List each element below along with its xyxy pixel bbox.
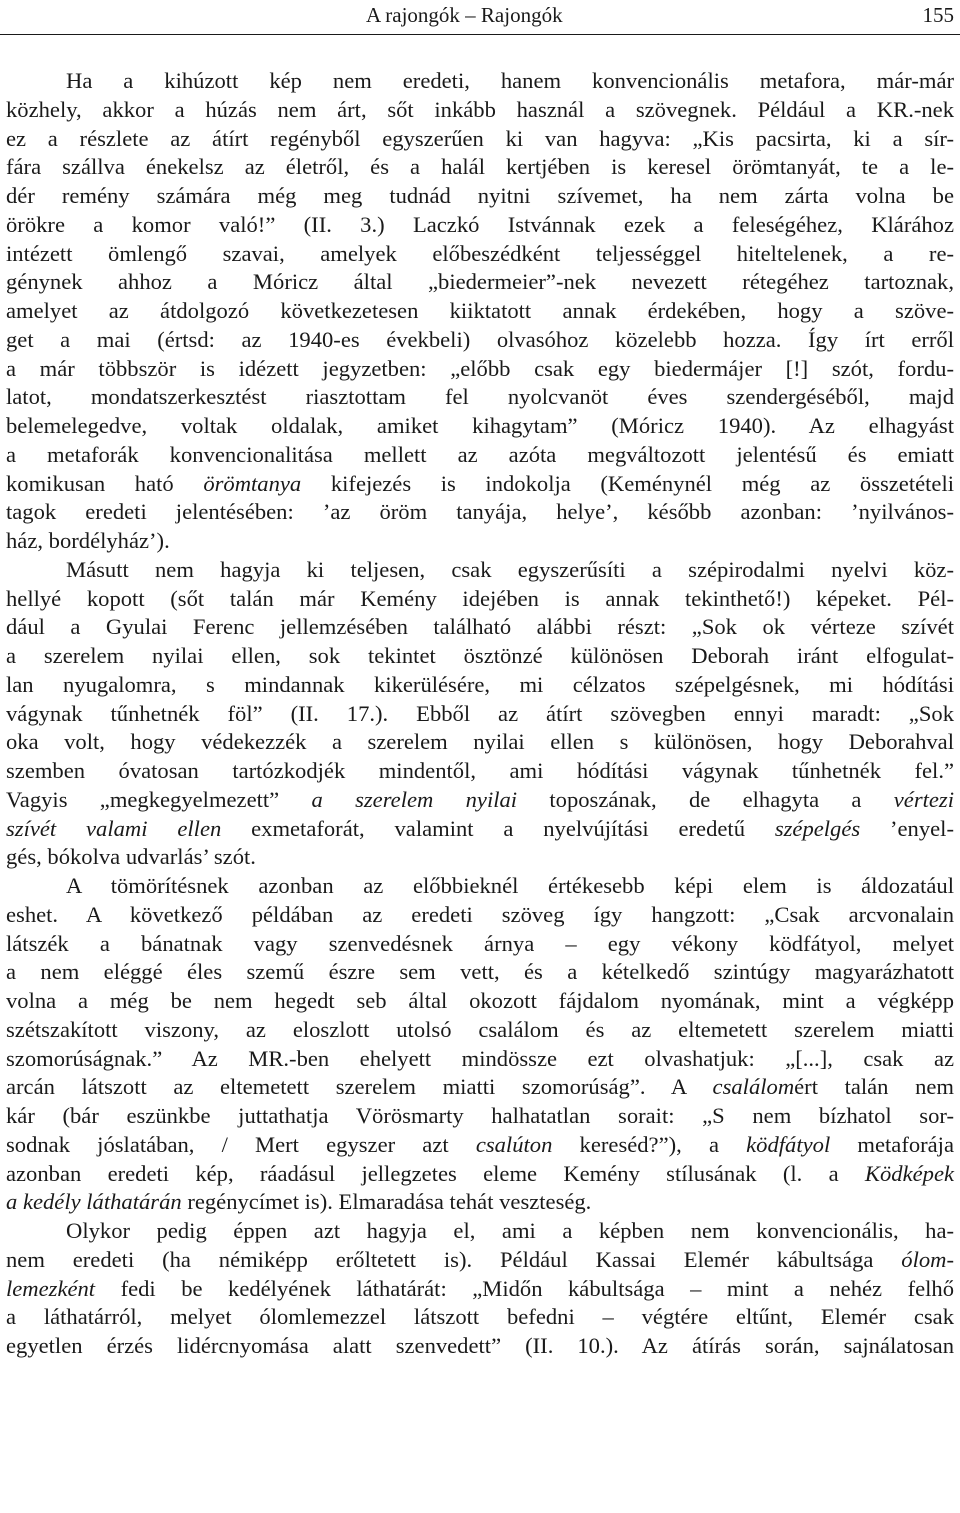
text-segment: örökre a komor való!” (II. 3.) Laczkó Istvánnak ezek a feleségéhez, Klárához: [6, 211, 954, 237]
text-segment: a nem eléggé éles szemű észre sem vett, és a kételkedő szintúgy magyarázhatott: [6, 959, 954, 985]
text-segment: latot, mondatszerkesztést riasztottam fel nyolcvanöt éves szendergéséből, majd: [6, 384, 954, 410]
text-line: [6, 1275, 954, 1304]
text-line: [6, 326, 954, 355]
text-segment: látszék a bánatnak vagy szenvedésnek árnya – egy vékony ködfátyol, melyet: [6, 930, 954, 956]
text-line: [6, 67, 954, 96]
text-line: [6, 1073, 954, 1102]
text-line: [6, 1217, 954, 1246]
text-segment: Vagyis „megkegyelmezett”: [6, 786, 312, 812]
italic-segment: lemezként: [6, 1275, 96, 1301]
text-line: [6, 182, 954, 211]
italic-segment: Ködképek: [864, 1160, 954, 1186]
text-segment: A tömörítésnek azonban az előbbieknél értékesebb képi elem is áldozatául: [66, 873, 954, 898]
text-segment: ez a részlete az átírt regényből egyszerűen ki van hagyva: „Kis pacsirta, ki a sír-: [6, 125, 954, 151]
text-segment: azonban eredeti kép, ráadásul jellegzetes eleme Kemény stílusának (l. a: [6, 1160, 865, 1186]
italic-segment: ólom-: [901, 1246, 954, 1272]
text-line: [6, 268, 954, 297]
text-line: [6, 125, 954, 154]
text-segment: kereséd?”), a: [552, 1131, 747, 1157]
text-line: [6, 297, 954, 326]
text-line: [6, 613, 954, 642]
body-text: [6, 67, 954, 1361]
text-segment: volna a még be nem hegedt seb által okozott fájdalom nyomának, mint a végképp: [6, 988, 954, 1013]
text-segment: egyetlen érzés lidércnyomása alatt szenvedett” (II. 10.). Az átírás során, sajnálatosan: [6, 1333, 954, 1358]
text-segment: a láthatárról, melyet ólomlemezzel látszott befedni – végtére eltűnt, Elemér csak: [6, 1304, 954, 1330]
text-line: [6, 930, 954, 959]
page-header: [0, 0, 960, 30]
text-line: [6, 958, 954, 987]
italic-segment: szívét valami ellen: [6, 815, 222, 841]
text-line: [6, 843, 954, 872]
text-segment: ház, bordélyház’).: [6, 528, 170, 553]
text-line: [6, 1045, 954, 1074]
text-segment: ért talán nem: [794, 1074, 954, 1100]
text-segment: oka volt, hogy védekezzék a szerelem nyilai ellen s különösen, hogy Deborahval: [6, 729, 954, 755]
italic-segment: a szerelem nyilai: [311, 786, 518, 812]
text-line: [6, 671, 954, 700]
text-segment: kár (bár eszünkbe juttathatja Vörösmarty halhatatlan sorait: „S nem bízhatol sor-: [6, 1103, 954, 1128]
italic-segment: örömtanya: [203, 470, 302, 496]
text-line: [6, 987, 954, 1016]
text-segment: vágynak tűnhetnék föl” (II. 17.). Ebből az átírt szövegben ennyi maradt: „Sok: [6, 700, 954, 726]
text-segment: dér remény számára még meg tudnád nyitni szívemet, ha nem zárta volna be: [6, 183, 954, 208]
italic-segment: csalúton: [475, 1131, 553, 1157]
page-number: 155: [922, 3, 954, 27]
text-segment: Olykor pedig éppen azt hagyja el, ami a képben nem konvencionális, ha-: [66, 1218, 954, 1243]
text-line: [6, 585, 954, 614]
text-segment: hellyé kopott (sőt talán már Kemény idejében is annak tekinthető!) képeket. Pél-: [6, 585, 954, 611]
text-segment: exmetaforát, valamint a nyelvújítási eredetű: [221, 815, 775, 841]
text-segment: lan nyugalomra, s mindannak kikerülésére, mi célzatos szépelgésnek, mi hódítási: [6, 671, 954, 697]
text-line: [6, 1160, 954, 1189]
text-line: [6, 498, 954, 527]
text-line: [6, 1332, 954, 1361]
text-segment: sodnak jóslatában, / Mert egyszer azt: [6, 1131, 476, 1157]
text-segment: Ha a kihúzott kép nem eredeti, hanem konvencionális metafora, már-már: [66, 68, 954, 93]
text-segment: kifejezés is indokolja (Keménynél még az összetételi: [301, 470, 954, 496]
text-line: [6, 1246, 954, 1275]
text-line: [6, 96, 954, 125]
text-line: [6, 815, 954, 844]
text-line: [6, 1188, 954, 1217]
text-segment: fára szállva énekelsz az életről, és a halál kertjében is keresel örömtanyát, te a le-: [6, 154, 954, 180]
text-segment: szomorúságnak.” Az MR.-ben ehelyett mindössze ezt olvashatjuk: „[...], csak az: [6, 1045, 954, 1071]
text-line: [6, 153, 954, 182]
running-head: A rajongók – Rajongók: [366, 3, 563, 27]
text-line: [6, 1016, 954, 1045]
text-segment: belemelegedve, voltak oldalak, amiket kihagytam” (Móricz 1940). Az elhagyást: [6, 413, 954, 438]
text-line: [6, 728, 954, 757]
text-segment: tagok eredeti jelentésében: ’az öröm tanyája, helye’, később azonban: ’nyilvános-: [6, 499, 954, 525]
italic-segment: a kedély láthatárán: [6, 1189, 182, 1215]
text-line: [6, 355, 954, 384]
text-segment: szétszakított viszony, az eloszlott utolsó csalálom és az eltemetett szerelem miatti: [6, 1016, 954, 1042]
header-rule: [0, 34, 960, 35]
text-line: [6, 470, 954, 499]
text-line: [6, 700, 954, 729]
text-line: [6, 240, 954, 269]
text-line: [6, 786, 954, 815]
text-line: [6, 872, 954, 901]
text-line: [6, 642, 954, 671]
text-segment: a szerelem nyilai ellen, sok tekintet ösztönzé különösen Deborah iránt elfogulat-: [6, 643, 954, 668]
text-line: [6, 1102, 954, 1131]
italic-segment: szépelgés: [774, 815, 861, 841]
text-line: [6, 412, 954, 441]
text-segment: a már többször is idézett jegyzetben: „előbb csak egy biedermájer [!] szót, fordu-: [6, 355, 954, 381]
text-line: [6, 757, 954, 786]
text-segment: közhely, akkor a húzás nem árt, sőt inkább használ a szövegnek. Például a KR.-nek: [6, 96, 954, 122]
text-segment: dául a Gyulai Ferenc jellemzésében található alábbi részt: „Sok ok vérteze szívét: [6, 614, 954, 640]
text-segment: Másutt nem hagyja ki teljesen, csak egyszerűsíti a szépirodalmi nyelvi köz-: [66, 556, 954, 582]
text-segment: szemben óvatosan tartózkodjék mindentől, ami hódítási vágynak tűnhetnék fel.”: [6, 758, 954, 783]
text-line: [6, 441, 954, 470]
text-segment: a metaforák konvencionalitása mellett az azóta megváltozott jelentésű és emiatt: [6, 441, 954, 467]
text-line: [6, 556, 954, 585]
text-segment: eshet. A következő példában az eredeti szöveg így hangzott: „Csak arcvonalain: [6, 901, 954, 927]
text-segment: fedi be kedélyének láthatárát: „Midőn kábultsága – mint a nehéz felhő: [95, 1275, 954, 1301]
text-line: [6, 383, 954, 412]
italic-segment: vértezi: [893, 786, 954, 812]
italic-segment: ködfátyol: [746, 1131, 831, 1157]
text-segment: toposzának, de elhagyta a: [517, 786, 894, 812]
text-line: [6, 211, 954, 240]
text-segment: génynek ahhoz a Móricz által „biedermeier”-nek nevezett rétegéhez tartoznak,: [6, 269, 954, 295]
text-segment: komikusan ható: [6, 470, 204, 496]
italic-segment: csalálom: [712, 1074, 795, 1100]
text-segment: gés, bókolva udvarlás’ szót.: [6, 844, 256, 870]
text-line: [6, 1303, 954, 1332]
text-segment: ’enyel-: [860, 815, 954, 841]
text-segment: nem eredeti (ha némiképp erőltetett is). Például Kassai Elemér kábultsága: [6, 1246, 902, 1272]
text-segment: arcán látszott az eltemetett szerelem miatti szomorúság”. A: [6, 1074, 713, 1100]
text-segment: metaforája: [830, 1131, 954, 1157]
text-line: [6, 1131, 954, 1160]
text-segment: amelyet az átdolgozó következetesen kiiktatott annak érdekében, hogy a szöve-: [6, 298, 954, 323]
text-segment: regénycímet is). Elmaradása tehát veszteség.: [181, 1189, 592, 1215]
text-segment: get a mai (értsd: az 1940-es évekbeli) olvasóhoz közelebb hozza. Így írt erről: [6, 326, 954, 352]
text-segment: intézett ömlengő szavai, amelyek előbeszédként teljességgel hiteltelenek, a re-: [6, 240, 954, 266]
text-line: [6, 527, 954, 556]
text-line: [6, 901, 954, 930]
